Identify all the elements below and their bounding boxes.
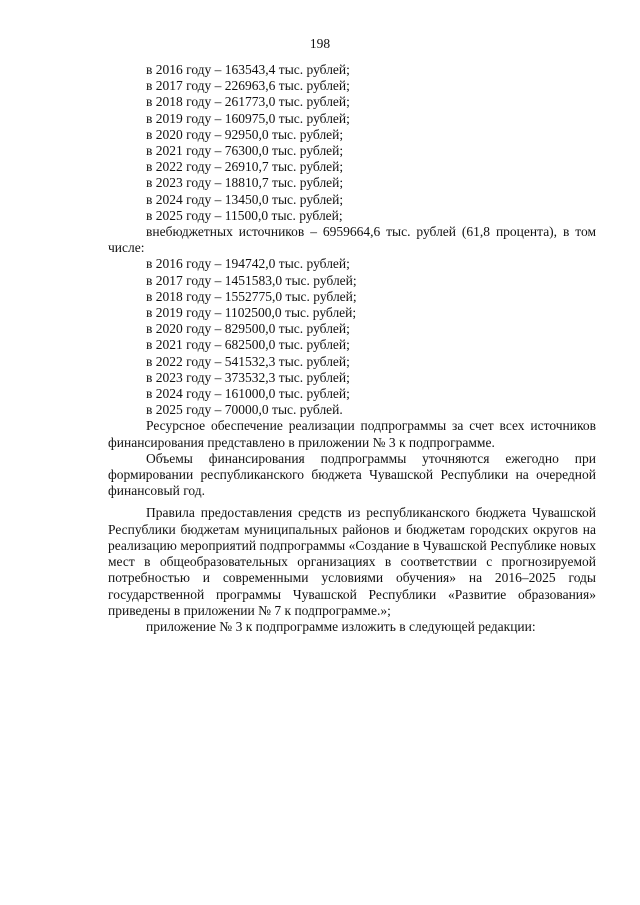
page-number: 198 (309, 36, 331, 51)
list-item: в 2017 году – 226963,6 тыс. рублей; (146, 78, 350, 94)
list-item: в 2017 году – 1451583,0 тыс. рублей; (146, 272, 357, 288)
list-item: в 2018 году – 1552775,0 тыс. рублей; (146, 288, 357, 304)
list-item: в 2016 году – 163543,4 тыс. рублей; (146, 62, 350, 77)
list-item: в 2022 году – 541532,3 тыс. рублей; (146, 353, 350, 369)
list-item: в 2023 году – 373532,3 тыс. рублей; (146, 369, 350, 385)
list-item: в 2019 году – 160975,0 тыс. рублей; (146, 110, 350, 126)
extrabudget-intro: внебюджетных источников – 6959664,6 тыс. рублей (61,8 процента), в том числе: (108, 224, 596, 256)
list-item: в 2022 году – 26910,7 тыс. рублей; (146, 159, 344, 175)
list-item: в 2016 году – 194742,0 тыс. рублей; (146, 256, 350, 272)
list-item: в 2023 году – 18810,7 тыс. рублей; (146, 175, 344, 191)
rules-paragraph: Правила предоставления средств из республиканского бюджета Чувашской Республики бюджетам муниципальных районов и бюджетам городских округов на реализацию мероприятий подпрограммы «Создание в Чувашской Республике новых мест в общеобразовательных организациях в соответствии с прогнозируемой потребностью и современными условиями обучения» на 2016–2025 годы государственной программы Чувашской Республики «Развитие образования» приведены в приложении № 7 к подпрограмме.»; (108, 505, 596, 618)
list-item: в 2024 году – 13450,0 тыс. рублей; (146, 191, 344, 207)
list-item: в 2020 году – 92950,0 тыс. рублей; (146, 126, 344, 142)
list-item: в 2018 году – 261773,0 тыс. рублей; (146, 94, 350, 110)
list-item: в 2025 году – 70000,0 тыс. рублей. (146, 402, 343, 418)
list-item: в 2020 году – 829500,0 тыс. рублей; (146, 321, 350, 337)
list-item: в 2021 году – 76300,0 тыс. рублей; (146, 143, 344, 159)
republic-budget-list (108, 62, 596, 224)
list-item: в 2021 году – 682500,0 тыс. рублей; (146, 337, 350, 353)
document-body (108, 62, 596, 635)
appendix-instruction-paragraph: приложение № 3 к подпрограмме изложить в следующей редакции: (146, 618, 536, 634)
list-item: в 2025 году – 11500,0 тыс. рублей; (146, 207, 343, 223)
extrabudget-list (108, 256, 596, 418)
financing-volumes-paragraph: Объемы финансирования подпрограммы уточняются ежегодно при формировании республиканского бюджета Чувашской Республики на очередной финансовый год. (108, 450, 596, 499)
list-item: в 2019 году – 1102500,0 тыс. рублей; (146, 305, 357, 321)
resource-support-paragraph: Ресурсное обеспечение реализации подпрограммы за счет всех источников финансирования представлено в приложении № 3 к подпрограмме. (108, 418, 596, 450)
list-item: в 2024 году – 161000,0 тыс. рублей; (146, 386, 350, 402)
